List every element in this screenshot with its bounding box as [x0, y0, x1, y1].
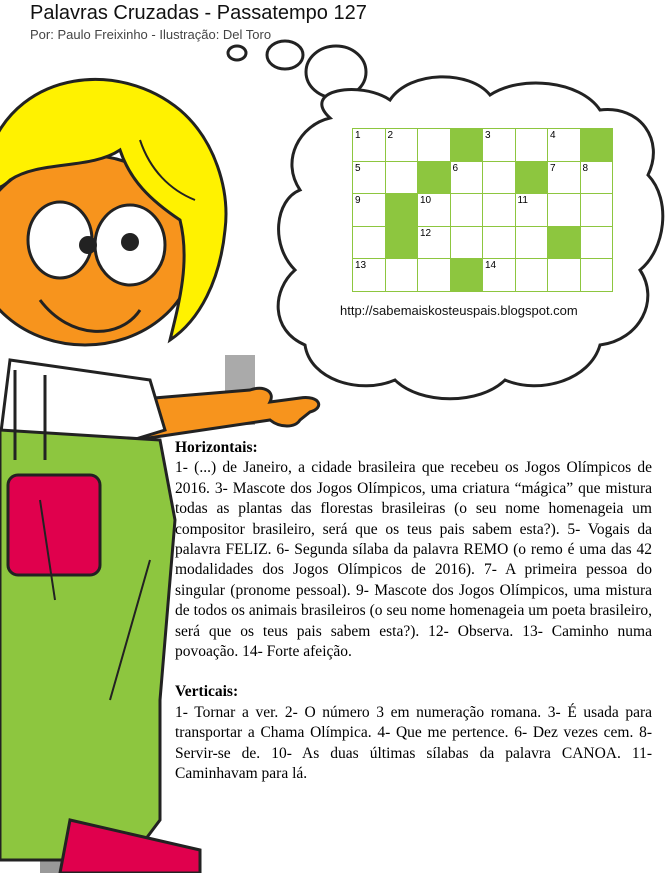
grid-cell[interactable] — [581, 194, 614, 227]
grid-cell[interactable] — [483, 227, 516, 260]
grid-cell[interactable] — [386, 129, 419, 162]
grid-cell[interactable] — [353, 129, 386, 162]
clue-number: 12 — [420, 227, 432, 239]
grid-cell[interactable] — [418, 129, 451, 162]
clue-number: 10 — [420, 195, 432, 206]
grid-cell[interactable] — [516, 194, 549, 227]
verticais-clues: 1- Tornar a ver. 2- O número 3 em numeração romana. 3- É usada para transportar a Chama Olímpica. 4- Que me pertence. 6- Dez vezes cem. 8- Servir-se de. 10- As duas últimas sílabas da palavra CANOA. 11- Caminhavam para lá. — [175, 703, 652, 783]
clue-number: 1 — [355, 130, 361, 141]
grid-cell-shaded — [418, 162, 451, 195]
grid-cell[interactable] — [483, 129, 516, 162]
page-title: Palavras Cruzadas - Passatempo 127 — [30, 2, 367, 24]
grid-cell[interactable] — [516, 129, 549, 162]
grid-cell[interactable] — [418, 194, 451, 227]
grid-cell[interactable] — [516, 259, 549, 292]
grid-cell[interactable] — [483, 259, 516, 292]
grid-cell[interactable] — [548, 162, 581, 195]
grid-cell[interactable] — [353, 259, 386, 292]
grid-cell[interactable] — [548, 259, 581, 292]
clue-number: 8 — [582, 162, 589, 174]
author-byline: Por: Paulo Freixinho - Ilustração: Del Toro — [30, 27, 272, 42]
grid-cell-shaded — [548, 227, 581, 260]
grid-cell[interactable] — [386, 259, 419, 292]
grid-cell[interactable] — [353, 194, 386, 227]
grid-cell[interactable] — [483, 194, 516, 227]
grid-cell[interactable] — [451, 194, 484, 227]
horizontais-clues: 1- (...) de Janeiro, a cidade brasileira que recebeu os Jogos Olímpicos de 2016. 3- Mascote dos Jogos Olímpicos, uma criatura “mágica” que mistura todas as plantas das florestas brasileiras (o seu nome homenageia um compositor brasileiro, será que os teus pais sabem esta?). 5- Vogais da palavra FELIZ. 6- Segunda sílaba da palavra REMO (o remo é uma das 42 modalidades dos Jogos Olímpicos de 2016). 7- A primeira pessoa do singular (pronome pessoal). 9- Mascote dos Jogos Olímpicos, uma mistura de todos os animais brasileiros (o seu nome homenageia um poeta brasileiro, será que os teus pais sabem esta?). 12- Observa. 13- Caminho numa povoação. 14- Forte afeição. — [175, 459, 652, 661]
grid-cell[interactable] — [451, 162, 484, 195]
grid-cell-shaded — [386, 227, 419, 260]
grid-cell[interactable] — [353, 162, 386, 195]
clues-panel — [175, 438, 652, 805]
grid-cell[interactable] — [516, 227, 549, 260]
crossword-grid — [352, 128, 613, 292]
verticais-heading: Verticais: — [175, 683, 239, 701]
grid-cell[interactable] — [581, 227, 614, 260]
grid-cell-shaded — [386, 194, 419, 227]
grid-cell[interactable] — [548, 129, 581, 162]
clue-number: 6 — [452, 162, 459, 174]
grid-cell-shaded — [516, 162, 549, 195]
grid-cell[interactable] — [581, 162, 614, 195]
clue-number: 7 — [550, 162, 556, 174]
grid-cell[interactable] — [451, 227, 484, 260]
clue-number: 3 — [485, 130, 491, 141]
clue-number: 4 — [550, 130, 556, 141]
horizontais-heading: Horizontais: — [175, 439, 258, 456]
clue-number: 2 — [387, 130, 394, 141]
grid-cell[interactable] — [418, 259, 451, 292]
grid-cell-shaded — [451, 259, 484, 292]
grid-cell[interactable] — [418, 227, 451, 260]
grid-cell[interactable] — [581, 259, 614, 292]
grid-cell[interactable] — [483, 162, 516, 195]
grid-cell[interactable] — [353, 227, 386, 260]
grid-cell-shaded — [451, 129, 484, 162]
grid-cell[interactable] — [386, 162, 419, 195]
blog-url: http://sabemaiskosteuspais.blogspot.com — [340, 303, 578, 318]
clue-number: 11 — [517, 195, 528, 206]
grid-cell-shaded — [581, 129, 614, 162]
clue-number: 5 — [355, 162, 361, 174]
clue-number: 13 — [355, 260, 367, 271]
clue-number: 14 — [485, 260, 497, 271]
grid-cell[interactable] — [548, 194, 581, 227]
clue-number: 9 — [355, 195, 361, 206]
